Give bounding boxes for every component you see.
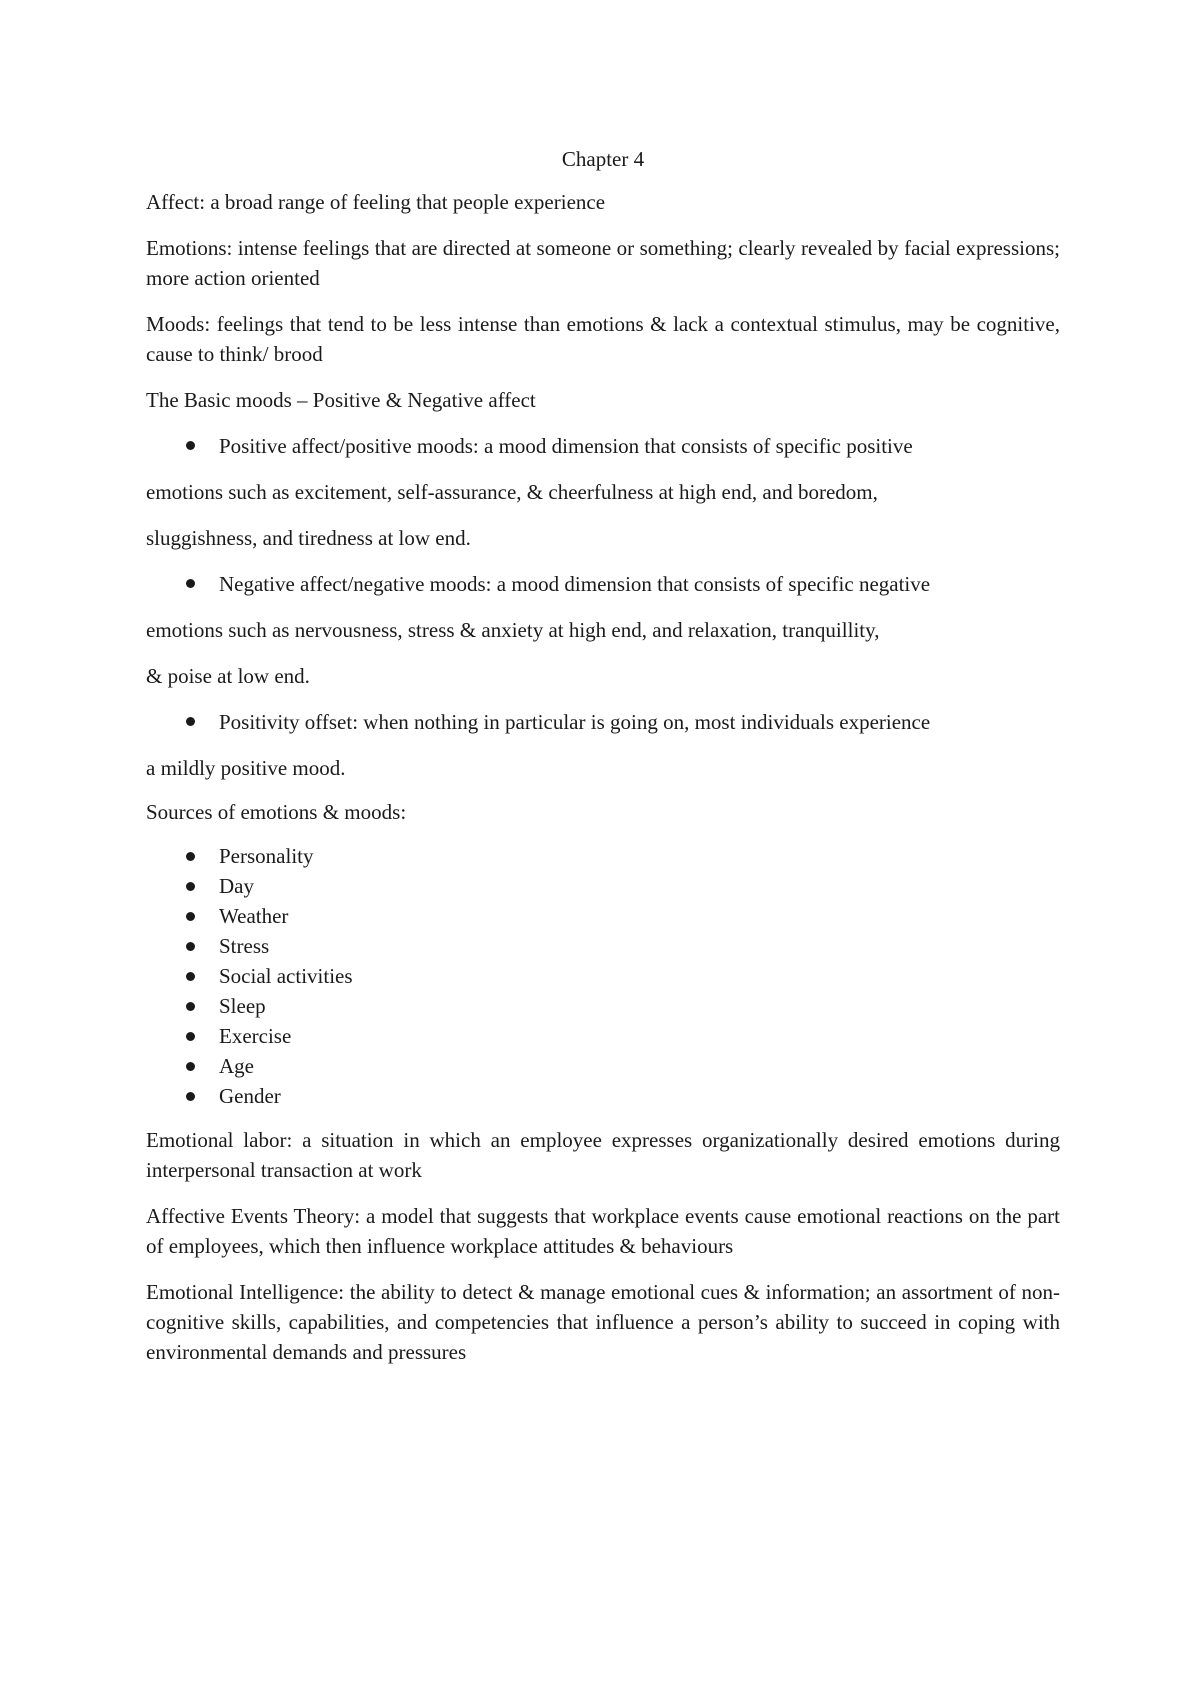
- list-item: Weather: [146, 901, 1060, 931]
- bullet-icon: [186, 852, 195, 861]
- list-item: Day: [146, 871, 1060, 901]
- affective-events-definition: Affective Events Theory: a model that suggests that workplace events cause emotional reactions on the part of employees, which then influence workplace attitudes & behaviours: [146, 1204, 1060, 1258]
- negative-affect-line-3: & poise at low end.: [146, 664, 310, 688]
- list-item: Sleep: [146, 991, 1060, 1021]
- bullet-icon: [186, 912, 195, 921]
- emotional-intelligence-definition: Emotional Intelligence: the ability to detect & manage emotional cues & information; an assortment of non-cognitive skills, capabilities, and competencies that influence a person’s ability to succeed in coping with environmental demands and pressures: [146, 1280, 1060, 1364]
- emotions-definition: Emotions: intense feelings that are directed at someone or something; clearly revealed by facial expressions; more action oriented: [146, 236, 1060, 290]
- bullet-icon: [186, 882, 195, 891]
- bullet-icon: [186, 717, 195, 726]
- list-item: Age: [146, 1051, 1060, 1081]
- positivity-offset-line-2: a mildly positive mood.: [146, 756, 346, 780]
- bullet-icon: [186, 579, 195, 588]
- document-body: [146, 144, 1060, 1383]
- sources-heading: Sources of emotions & moods:: [146, 800, 407, 824]
- negative-affect-line-2: emotions such as nervousness, stress & anxiety at high end, and relaxation, tranquillity,: [146, 618, 880, 642]
- bullet-icon: [186, 1062, 195, 1071]
- positive-affect-bullet: [146, 423, 1060, 561]
- bullet-icon: [186, 1092, 195, 1101]
- list-item: Social activities: [146, 961, 1060, 991]
- sources-list: [146, 841, 1060, 1111]
- emotional-labor-definition: Emotional labor: a situation in which an employee expresses organizationally desired emotions during interpersonal transaction at work: [146, 1128, 1060, 1182]
- bullet-icon: [186, 1032, 195, 1041]
- bullet-icon: [186, 1002, 195, 1011]
- list-item: Gender: [146, 1081, 1060, 1111]
- list-item: Stress: [146, 931, 1060, 961]
- positivity-offset-bullet: [146, 699, 1060, 791]
- moods-definition: Moods: feelings that tend to be less intense than emotions & lack a contextual stimulus, may be cognitive, cause to think/ brood: [146, 312, 1060, 366]
- positive-affect-line-1: Positive affect/positive moods: a mood dimension that consists of specific positive: [219, 434, 913, 458]
- positive-affect-line-3: sluggishness, and tiredness at low end.: [146, 526, 471, 550]
- basic-moods-heading: The Basic moods – Positive & Negative affect: [146, 388, 536, 412]
- positivity-offset-line-1: Positivity offset: when nothing in particular is going on, most individuals experience: [219, 710, 931, 734]
- bullet-icon: [186, 441, 195, 450]
- bullet-icon: [186, 972, 195, 981]
- positive-affect-line-2: emotions such as excitement, self-assurance, & cheerfulness at high end, and boredom,: [146, 480, 878, 504]
- list-item: Personality: [146, 841, 1060, 871]
- affect-definition: Affect: a broad range of feeling that people experience: [146, 190, 606, 214]
- negative-affect-line-1: Negative affect/negative moods: a mood dimension that consists of specific negative: [219, 572, 931, 596]
- bullet-icon: [186, 942, 195, 951]
- negative-affect-bullet: [146, 561, 1060, 699]
- list-item: Exercise: [146, 1021, 1060, 1051]
- chapter-title: Chapter 4: [561, 147, 645, 171]
